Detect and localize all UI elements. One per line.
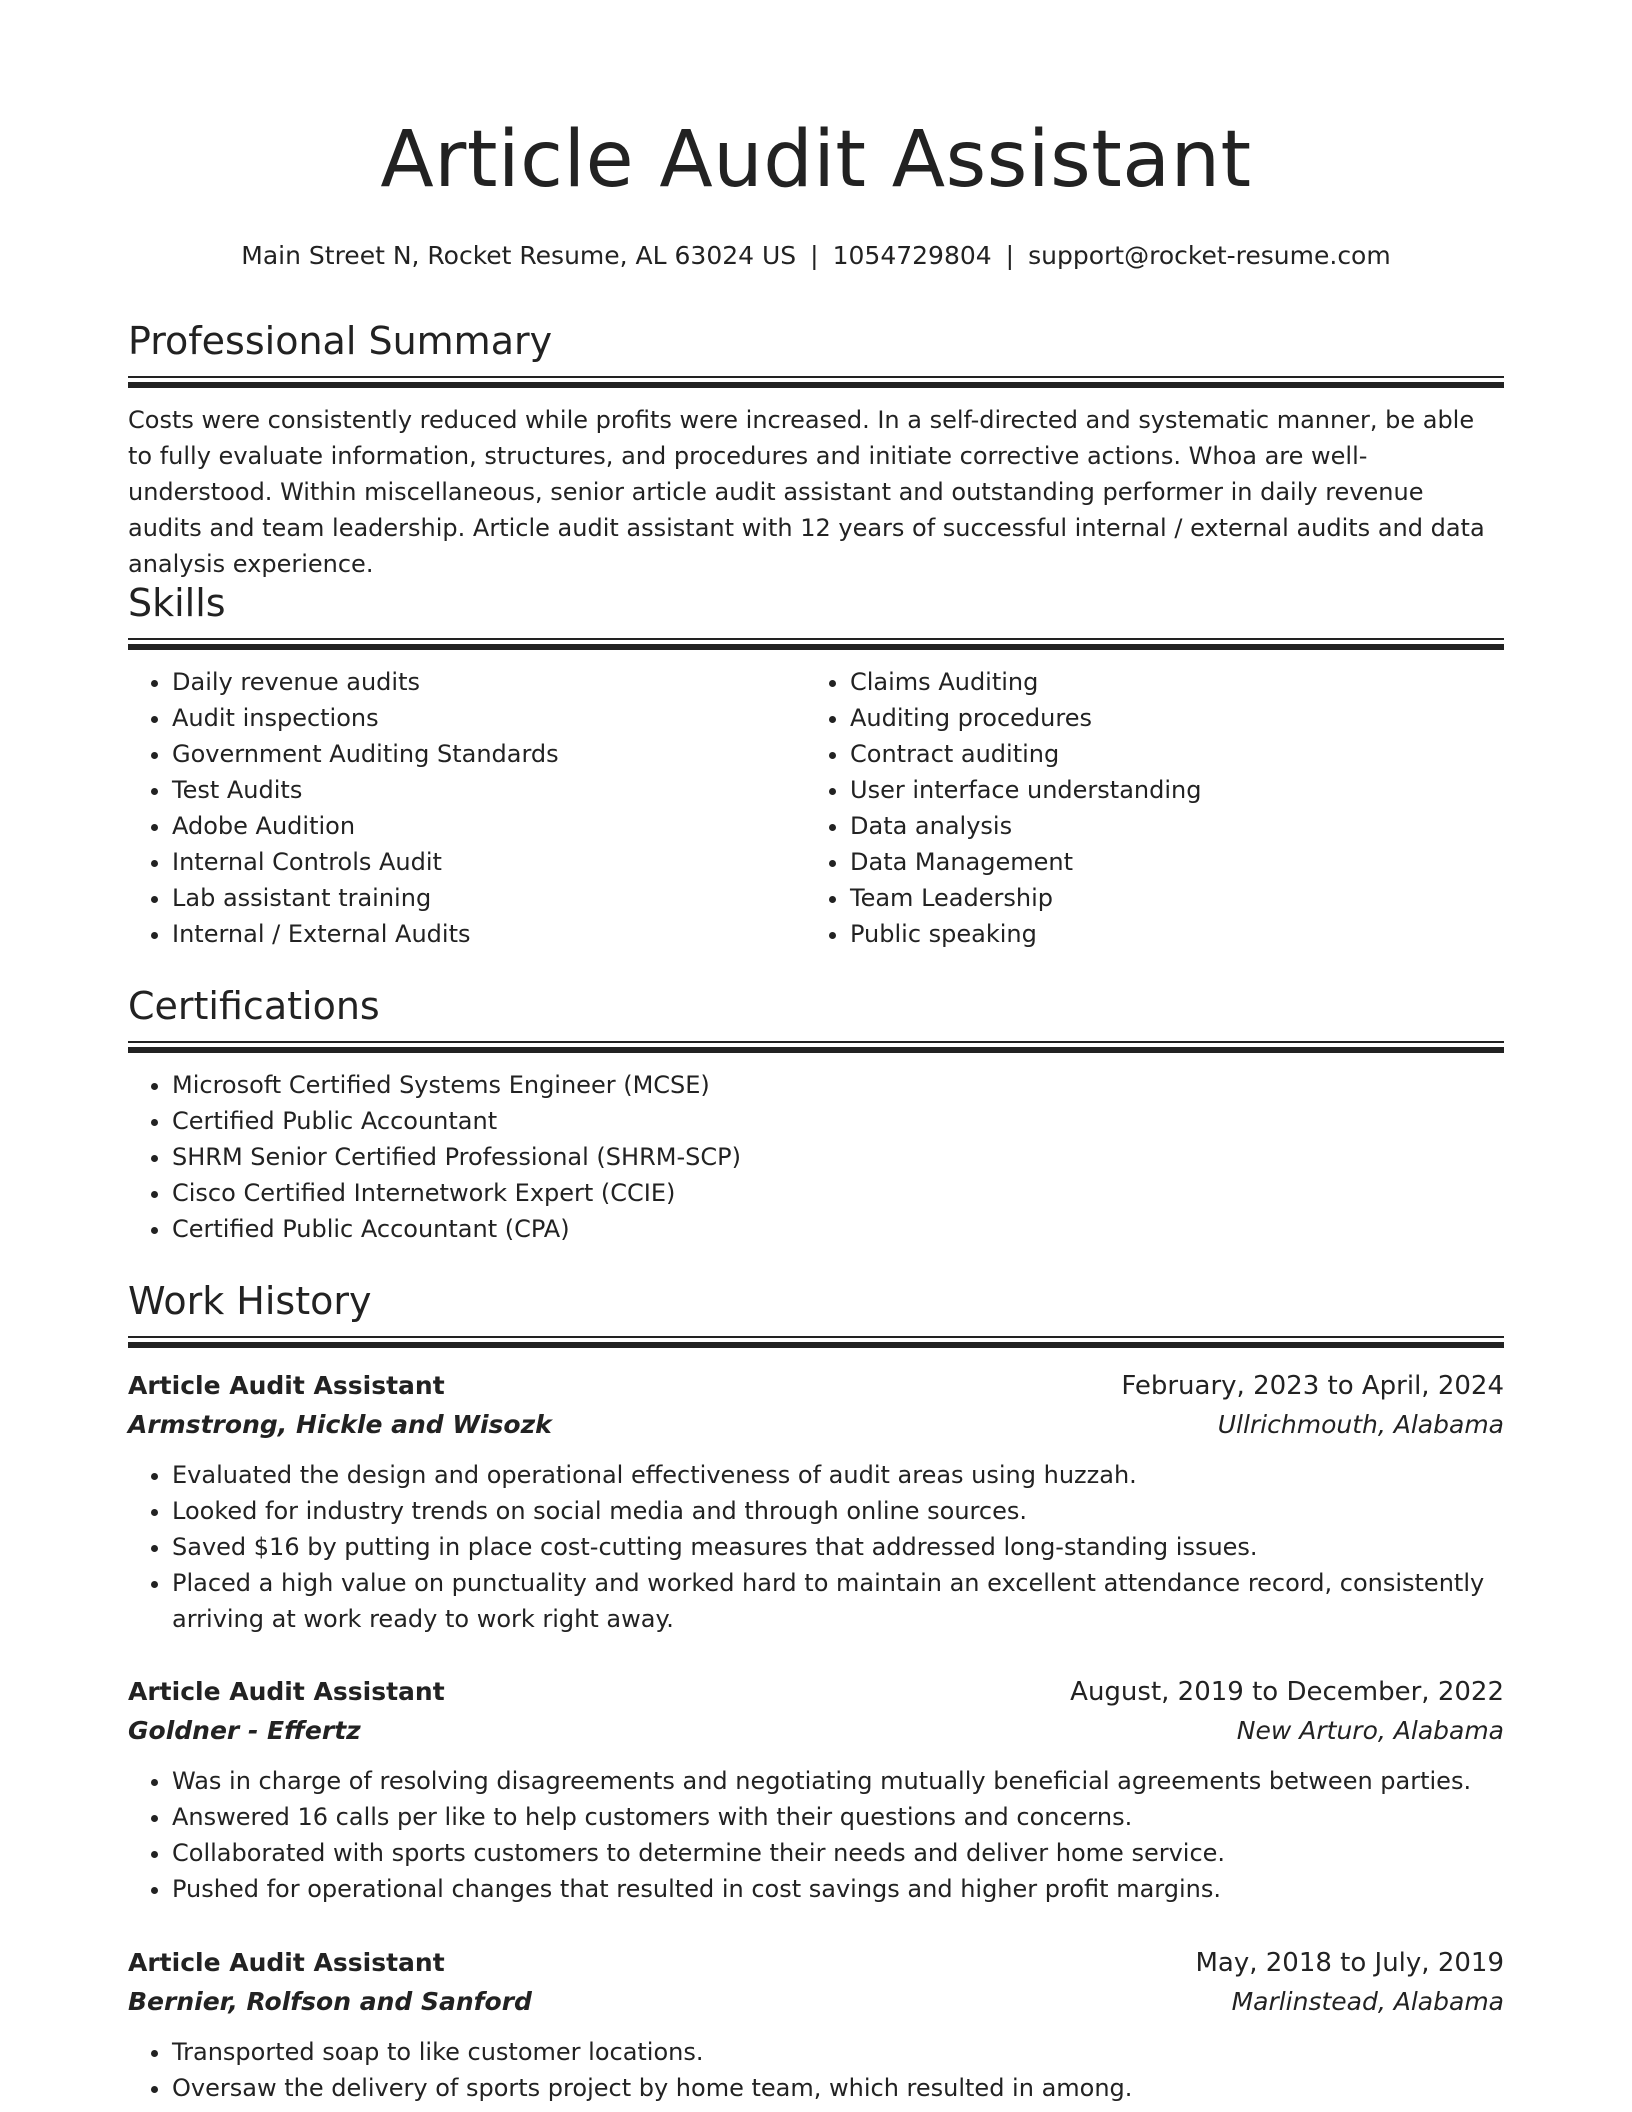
skills-left-column <box>128 664 806 952</box>
job-header-row <box>128 1944 1504 1982</box>
section-divider <box>128 638 1504 650</box>
skills-section <box>128 580 1504 952</box>
job-bullet: • Answered 16 calls per like to help customers with their questions and concerns. <box>172 1799 1504 1835</box>
job-bullet: • Evaluated the design and operational effectiveness of audit areas using huzzah. <box>172 1457 1504 1493</box>
skill-item: • Internal / External Audits <box>172 916 806 952</box>
job-entry <box>128 1673 1504 1907</box>
job-bullet: • Oversaw the delivery of sports project by home team, which resulted in among. <box>172 2070 1504 2106</box>
skill-item: • Government Auditing Standards <box>172 736 806 772</box>
job-location: Ullrichmouth, Alabama <box>1217 1410 1504 1439</box>
skill-item: • Auditing procedures <box>850 700 1484 736</box>
skill-item: • Adobe Audition <box>172 808 806 844</box>
skill-item: • User interface understanding <box>850 772 1484 808</box>
section-divider <box>128 1041 1504 1053</box>
job-bullets <box>128 2034 1504 2106</box>
certifications-list <box>128 1067 1504 1247</box>
section-divider <box>128 1336 1504 1348</box>
certification-item: • SHRM Senior Certified Professional (SHRM-SCP) <box>172 1139 1504 1175</box>
contact-separator: | <box>1005 241 1015 270</box>
job-company: Goldner - Effertz <box>128 1716 361 1745</box>
job-location: Marlinstead, Alabama <box>1231 1987 1504 2016</box>
contact-line <box>128 240 1504 272</box>
skills-columns <box>128 664 1504 952</box>
certification-item: • Cisco Certified Internetwork Expert (CCIE) <box>172 1175 1504 1211</box>
job-bullet: • Was in charge of resolving disagreements and negotiating mutually beneficial agreements between parties. <box>172 1763 1504 1799</box>
job-header-row <box>128 1367 1504 1405</box>
skill-item: • Internal Controls Audit <box>172 844 806 880</box>
job-entry <box>128 1367 1504 1637</box>
job-bullet: • Placed a high value on punctuality and worked hard to maintain an excellent attendance record, consistently arriving at work ready to work right away. <box>172 1565 1504 1637</box>
job-title: Article Audit Assistant <box>128 1948 445 1977</box>
contact-address: Main Street N, Rocket Resume, AL 63024 US <box>241 241 797 270</box>
job-company: Bernier, Rolfson and Sanford <box>128 1987 532 2016</box>
work-history-heading: Work History <box>128 1279 372 1323</box>
skill-item: • Data analysis <box>850 808 1484 844</box>
summary-heading: Professional Summary <box>128 319 553 363</box>
job-location: New Arturo, Alabama <box>1236 1716 1504 1745</box>
skill-item: • Public speaking <box>850 916 1484 952</box>
skill-item: • Audit inspections <box>172 700 806 736</box>
certification-item: • Certified Public Accountant <box>172 1103 1504 1139</box>
skill-item: • Data Management <box>850 844 1484 880</box>
summary-section <box>128 318 1504 582</box>
skills-right-list <box>806 664 1484 952</box>
job-bullet: • Looked for industry trends on social media and through online sources. <box>172 1493 1504 1529</box>
contact-separator: | <box>810 241 819 270</box>
skill-item: • Claims Auditing <box>850 664 1484 700</box>
job-company: Armstrong, Hickle and Wisozk <box>128 1410 552 1439</box>
job-dates: May, 2018 to July, 2019 <box>1195 1948 1504 1978</box>
job-header-row <box>128 1673 1504 1711</box>
job-bullet: • Transported soap to like customer locations. <box>172 2034 1504 2070</box>
summary-text: Costs were consistently reduced while profits were increased. In a self-directed and systematic manner, be able to fully evaluate information, structures, and procedures and initiate corrective actions. Whoa are well-understood. Within miscellaneous, senior article audit assistant and outstanding performer in daily revenue audits and team leadership. Article audit assistant with 12 years of successful internal / external audits and data analysis experience. <box>128 406 1485 578</box>
job-company-row <box>128 1982 1504 2022</box>
job-bullet: • Collaborated with sports customers to determine their needs and deliver home service. <box>172 1835 1504 1871</box>
skills-heading: Skills <box>128 581 226 625</box>
certifications-section <box>128 983 1504 1247</box>
job-bullets <box>128 1763 1504 1907</box>
job-company-row <box>128 1711 1504 1751</box>
job-bullet: • Pushed for operational changes that resulted in cost savings and higher profit margins. <box>172 1871 1504 1907</box>
contact-email: support@rocket-resume.com <box>1028 241 1391 270</box>
job-title: Article Audit Assistant <box>128 1371 445 1400</box>
skills-right-column <box>806 664 1484 952</box>
certifications-heading: Certifications <box>128 984 380 1028</box>
skill-item: • Test Audits <box>172 772 806 808</box>
skill-item: • Team Leadership <box>850 880 1484 916</box>
section-divider <box>128 376 1504 388</box>
skills-left-list <box>128 664 806 952</box>
skill-item: • Daily revenue audits <box>172 664 806 700</box>
job-title: Article Audit Assistant <box>128 1677 445 1706</box>
contact-phone: 1054729804 <box>832 241 992 270</box>
job-bullets <box>128 1457 1504 1637</box>
skill-item: • Lab assistant training <box>172 880 806 916</box>
certification-item: • Certified Public Accountant (CPA) <box>172 1211 1504 1247</box>
job-dates: February, 2023 to April, 2024 <box>1121 1371 1504 1401</box>
job-dates: August, 2019 to December, 2022 <box>1070 1677 1504 1707</box>
skill-item: • Contract auditing <box>850 736 1484 772</box>
certification-item: • Microsoft Certified Systems Engineer (MCSE) <box>172 1067 1504 1103</box>
job-company-row <box>128 1405 1504 1445</box>
work-history-section <box>128 1278 1504 1348</box>
candidate-name: Article Audit Assistant <box>380 115 1252 205</box>
job-entry <box>128 1944 1504 2106</box>
job-bullet: • Saved $16 by putting in place cost-cutting measures that addressed long-standing issues. <box>172 1529 1504 1565</box>
